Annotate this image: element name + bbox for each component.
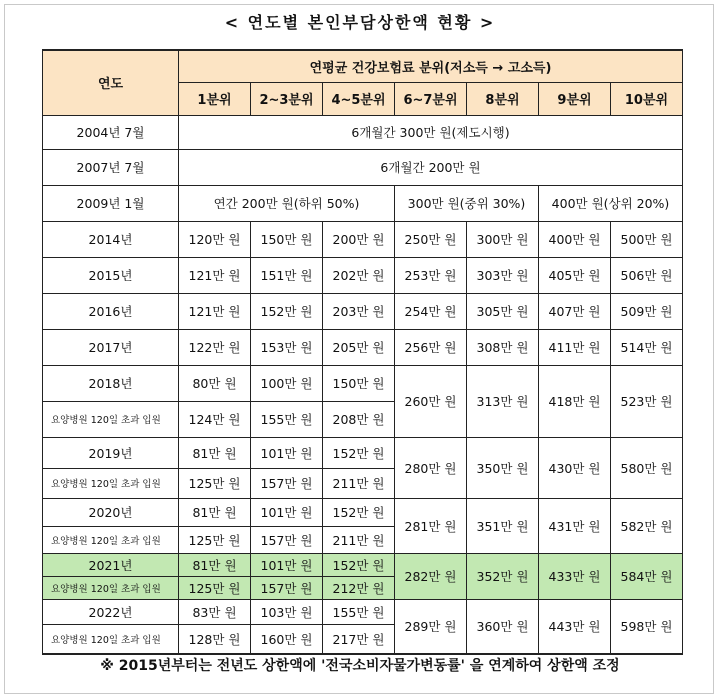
- value-cell: 433만 원: [539, 553, 611, 599]
- value-cell: 281만 원: [395, 498, 467, 553]
- value-cell: 153만 원: [251, 329, 323, 365]
- value-cell: 305만 원: [467, 293, 539, 329]
- value-cell: 157만 원: [251, 468, 323, 498]
- header-col: 4~5분위: [323, 82, 395, 115]
- year-cell: 2019년: [43, 437, 179, 468]
- value-cell: 351만 원: [467, 498, 539, 553]
- year-cell: 2014년: [43, 221, 179, 257]
- value-cell: 303만 원: [467, 257, 539, 293]
- value-cell: 443만 원: [539, 599, 611, 654]
- value-cell: 431만 원: [539, 498, 611, 553]
- table-row-highlighted: [43, 553, 683, 576]
- value-cell: 360만 원: [467, 599, 539, 654]
- table-row: [43, 437, 683, 468]
- year-cell: 2022년: [43, 599, 179, 624]
- value-cell: 101만 원: [251, 498, 323, 526]
- value-cell: 205만 원: [323, 329, 395, 365]
- value-cell: 509만 원: [611, 293, 683, 329]
- value-cell: 350만 원: [467, 437, 539, 498]
- value-cell: 514만 원: [611, 329, 683, 365]
- merged-cell: 300만 원(중위 30%): [395, 185, 539, 221]
- header-group: 연평균 건강보험료 분위(저소득 → 고소득): [179, 50, 683, 82]
- value-cell: 300만 원: [467, 221, 539, 257]
- sub-label-cell: 요양병원 120일 초과 입원: [43, 401, 179, 437]
- value-cell: 430만 원: [539, 437, 611, 498]
- value-cell: 598만 원: [611, 599, 683, 654]
- year-cell: 2016년: [43, 293, 179, 329]
- value-cell: 203만 원: [323, 293, 395, 329]
- table-row: [43, 293, 683, 329]
- value-cell: 152만 원: [251, 293, 323, 329]
- value-cell: 121만 원: [179, 257, 251, 293]
- table-row: [43, 329, 683, 365]
- value-cell: 580만 원: [611, 437, 683, 498]
- value-cell: 211만 원: [323, 468, 395, 498]
- footnote: ※ 2015년부터는 전년도 상한액에 '전국소비자물가변동률' 을 연계하여 상한액 조정: [100, 658, 620, 674]
- value-cell: 405만 원: [539, 257, 611, 293]
- value-cell: 411만 원: [539, 329, 611, 365]
- header-year: 연도: [43, 50, 179, 115]
- table-row: [43, 185, 683, 221]
- value-cell: 103만 원: [251, 599, 323, 624]
- value-cell: 124만 원: [179, 401, 251, 437]
- year-cell: 2007년 7월: [43, 149, 179, 185]
- table-row: [43, 257, 683, 293]
- header-col: 9분위: [539, 82, 611, 115]
- table-row: [43, 365, 683, 401]
- value-cell: 582만 원: [611, 498, 683, 553]
- merged-cell: 400만 원(상위 20%): [539, 185, 683, 221]
- sub-label-cell: 요양병원 120일 초과 입원: [43, 468, 179, 498]
- value-cell: 200만 원: [323, 221, 395, 257]
- value-cell: 155만 원: [251, 401, 323, 437]
- value-cell: 155만 원: [323, 599, 395, 624]
- table-row: [43, 149, 683, 185]
- table-row: [43, 498, 683, 526]
- value-cell: 260만 원: [395, 365, 467, 437]
- value-cell: 352만 원: [467, 553, 539, 599]
- value-cell: 150만 원: [251, 221, 323, 257]
- value-cell: 253만 원: [395, 257, 467, 293]
- year-cell: 2020년: [43, 498, 179, 526]
- value-cell: 250만 원: [395, 221, 467, 257]
- value-cell: 500만 원: [611, 221, 683, 257]
- value-cell: 584만 원: [611, 553, 683, 599]
- value-cell: 217만 원: [323, 624, 395, 654]
- table-row: [43, 599, 683, 624]
- value-cell: 83만 원: [179, 599, 251, 624]
- value-cell: 120만 원: [179, 221, 251, 257]
- value-cell: 100만 원: [251, 365, 323, 401]
- value-cell: 101만 원: [251, 437, 323, 468]
- value-cell: 81만 원: [179, 437, 251, 468]
- value-cell: 81만 원: [179, 498, 251, 526]
- value-cell: 151만 원: [251, 257, 323, 293]
- value-cell: 157만 원: [251, 576, 323, 599]
- value-cell: 125만 원: [179, 468, 251, 498]
- value-cell: 256만 원: [395, 329, 467, 365]
- value-cell: 125만 원: [179, 526, 251, 553]
- year-cell: 2021년: [43, 553, 179, 576]
- value-cell: 506만 원: [611, 257, 683, 293]
- year-cell: 2017년: [43, 329, 179, 365]
- value-cell: 152만 원: [323, 498, 395, 526]
- value-cell: 122만 원: [179, 329, 251, 365]
- value-cell: 160만 원: [251, 624, 323, 654]
- sub-label-cell: 요양병원 120일 초과 입원: [43, 624, 179, 654]
- value-cell: 128만 원: [179, 624, 251, 654]
- sub-label-cell: 요양병원 120일 초과 입원: [43, 526, 179, 553]
- year-cell: 2009년 1월: [43, 185, 179, 221]
- value-cell: 289만 원: [395, 599, 467, 654]
- year-cell: 2004년 7월: [43, 115, 179, 149]
- value-cell: 254만 원: [395, 293, 467, 329]
- merged-cell: 6개월간 300만 원(제도시행): [179, 115, 683, 149]
- header-col: 6~7분위: [395, 82, 467, 115]
- value-cell: 280만 원: [395, 437, 467, 498]
- header-row-1: [43, 50, 683, 82]
- value-cell: 313만 원: [467, 365, 539, 437]
- merged-cell: 6개월간 200만 원: [179, 149, 683, 185]
- header-col: 1분위: [179, 82, 251, 115]
- year-cell: 2015년: [43, 257, 179, 293]
- copay-cap-table: [42, 49, 683, 655]
- value-cell: 121만 원: [179, 293, 251, 329]
- header-col: 8분위: [467, 82, 539, 115]
- year-cell: 2018년: [43, 365, 179, 401]
- value-cell: 81만 원: [179, 553, 251, 576]
- value-cell: 150만 원: [323, 365, 395, 401]
- value-cell: 208만 원: [323, 401, 395, 437]
- value-cell: 282만 원: [395, 553, 467, 599]
- value-cell: 211만 원: [323, 526, 395, 553]
- sub-label-cell: 요양병원 120일 초과 입원: [43, 576, 179, 599]
- page-title: < 연도별 본인부담상한액 현황 >: [224, 13, 496, 32]
- header-col: 2~3분위: [251, 82, 323, 115]
- value-cell: 152만 원: [323, 437, 395, 468]
- value-cell: 152만 원: [323, 553, 395, 576]
- header-col: 10분위: [611, 82, 683, 115]
- value-cell: 157만 원: [251, 526, 323, 553]
- value-cell: 400만 원: [539, 221, 611, 257]
- value-cell: 308만 원: [467, 329, 539, 365]
- value-cell: 212만 원: [323, 576, 395, 599]
- merged-cell: 연간 200만 원(하위 50%): [179, 185, 395, 221]
- table-row: [43, 221, 683, 257]
- value-cell: 125만 원: [179, 576, 251, 599]
- value-cell: 80만 원: [179, 365, 251, 401]
- value-cell: 202만 원: [323, 257, 395, 293]
- value-cell: 407만 원: [539, 293, 611, 329]
- value-cell: 523만 원: [611, 365, 683, 437]
- table-row: [43, 115, 683, 149]
- value-cell: 418만 원: [539, 365, 611, 437]
- value-cell: 101만 원: [251, 553, 323, 576]
